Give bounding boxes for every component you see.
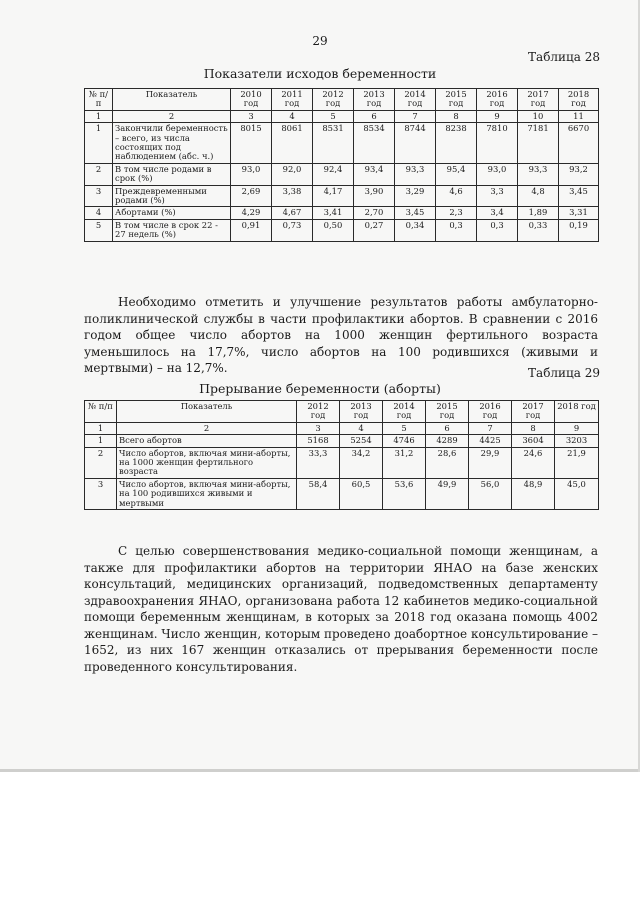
table-cell: 93,4 [354,163,395,185]
table28-column-number: 10 [518,110,559,122]
table-cell: 7810 [477,123,518,164]
table29-header-cell: 2017 год [512,401,555,423]
table28-column-number: 1 [85,110,113,122]
table-cell: 5254 [340,435,383,447]
table-cell: 4,17 [313,185,354,207]
table28-header-row [85,89,599,111]
table-cell: 3,90 [354,185,395,207]
table-cell: 92,4 [313,163,354,185]
row-number: 1 [85,435,117,447]
table-cell: 92,0 [272,163,313,185]
paragraph-medico-social-help: С целью совершенствования медико-социальной помощи женщинам, а также для профилактики абортов на территории ЯНАО на базе женских консультаций, медицинских организаций, подведомственных департаменту здравоохранения ЯНАО, организована работа 12 кабинетов медико-социальной помощи беременным женщинам, в которых за 2018 год оказана помощь 4002 женщинам. Число женщин, которым проведено доабортное консультирование – 1652, из них 167 женщин отказались от прерывания беременности после проведенного консультирования. [84,544,598,674]
table-cell: 0,91 [231,219,272,241]
table29-header-cell: Показатель [117,401,297,423]
table-cell: 56,0 [469,478,512,509]
table28-header-cell: № п/п [85,89,113,111]
row-number: 5 [85,219,113,241]
table-cell: 24,6 [512,447,555,478]
table-cell: 4746 [383,435,426,447]
row-number: 4 [85,207,113,219]
table29-column-number: 5 [383,422,426,434]
table-cell: 0,3 [436,219,477,241]
table-row [85,219,599,241]
table-cell: 4289 [426,435,469,447]
table-cell: 93,3 [395,163,436,185]
table28-column-number: 2 [113,110,231,122]
table-cell: 1,89 [518,207,559,219]
table-cell: 3,45 [395,207,436,219]
table-cell: 0,19 [559,219,599,241]
row-label: Закончили беременность – всего, из числа состоящих под наблюдением (абс. ч.) [113,123,231,164]
row-label: Преждевременными родами (%) [113,185,231,207]
table-cell: 3,3 [477,185,518,207]
table29-title: Прерывание беременности (аборты) [199,381,441,396]
row-label: Всего абортов [117,435,297,447]
table-cell: 3604 [512,435,555,447]
table28-header-cell: Показатель [113,89,231,111]
table-cell: 93,2 [559,163,599,185]
table-cell: 3,31 [559,207,599,219]
table-cell: 34,2 [340,447,383,478]
table-cell: 0,27 [354,219,395,241]
paragraph-abortion-prevention: Необходимо отметить и улучшение результатов работы амбулаторно-поликлинической службы в части профилактики абортов. В сравнении с 2016 годом общее число абортов на 1000 женщин фертильного возраста уменьшилось на 17,7%, число абортов на 100 родившихся (живыми и мертвыми) – на 12,7%. [84,295,598,375]
table-cell: 0,3 [477,219,518,241]
row-number: 1 [85,123,113,164]
table-cell: 4,29 [231,207,272,219]
table28-column-number-row [85,110,599,122]
table-cell: 8531 [313,123,354,164]
table-cell: 8238 [436,123,477,164]
table-cell: 3,45 [559,185,599,207]
table-cell: 0,73 [272,219,313,241]
table28-header-cell: 2013 год [354,89,395,111]
table29-column-number-row [85,422,599,434]
table29-header-cell: 2014 год [383,401,426,423]
table29-column-number: 3 [297,422,340,434]
table-cell: 60,5 [340,478,383,509]
table29-header-cell: 2018 год [555,401,599,423]
table-row [85,447,599,478]
table-cell: 21,9 [555,447,599,478]
table28-column-number: 4 [272,110,313,122]
table29-header-cell: 2012 год [297,401,340,423]
table-cell: 6670 [559,123,599,164]
table28-column-number: 11 [559,110,599,122]
table28-header-cell: 2011 год [272,89,313,111]
table-cell: 5168 [297,435,340,447]
table-cell: 93,0 [477,163,518,185]
table-cell: 49,9 [426,478,469,509]
table29-column-number: 8 [512,422,555,434]
table-row [85,435,599,447]
table-cell: 4,67 [272,207,313,219]
table-cell: 58,4 [297,478,340,509]
table-cell: 0,34 [395,219,436,241]
row-label: В том числе родами в срок (%) [113,163,231,185]
table-cell: 28,6 [426,447,469,478]
row-label: Абортами (%) [113,207,231,219]
table29-column-number: 7 [469,422,512,434]
table-cell: 93,0 [231,163,272,185]
table-row [85,185,599,207]
table29-column-number: 2 [117,422,297,434]
table-cell: 2,3 [436,207,477,219]
table-cell: 33,3 [297,447,340,478]
table28-header-cell: 2014 год [395,89,436,111]
table29-header-cell: № п/п [85,401,117,423]
table28-column-number: 7 [395,110,436,122]
table28-header-cell: 2012 год [313,89,354,111]
table28-column-number: 3 [231,110,272,122]
table-cell: 3,29 [395,185,436,207]
table29-header-cell: 2015 год [426,401,469,423]
table-row [85,123,599,164]
row-number: 2 [85,163,113,185]
table-cell: 3203 [555,435,599,447]
table-row [85,163,599,185]
table-cell: 8534 [354,123,395,164]
row-label: Число абортов, включая мини-аборты, на 1000 женщин фертильного возраста [117,447,297,478]
table29-header-cell: 2016 год [469,401,512,423]
table-cell: 8015 [231,123,272,164]
table28 [84,88,599,242]
table-cell: 0,50 [313,219,354,241]
table-cell: 8061 [272,123,313,164]
table29-label: Таблица 29 [528,366,600,380]
table-cell: 45,0 [555,478,599,509]
row-label: В том числе в срок 22 - 27 недель (%) [113,219,231,241]
table-cell: 93,3 [518,163,559,185]
table-row [85,207,599,219]
table28-header-cell: 2018 год [559,89,599,111]
table-cell: 8744 [395,123,436,164]
table29-column-number: 1 [85,422,117,434]
table29-header-cell: 2013 год [340,401,383,423]
table29-column-number: 4 [340,422,383,434]
table-cell: 95,4 [436,163,477,185]
table-cell: 2,69 [231,185,272,207]
row-label: Число абортов, включая мини-аборты, на 100 родившихся живыми и мертвыми [117,478,297,509]
table28-header-cell: 2016 год [477,89,518,111]
table28-title: Показатели исходов беременности [203,66,437,81]
table-cell: 7181 [518,123,559,164]
table29 [84,400,599,510]
table-row [85,478,599,509]
table-cell: 2,70 [354,207,395,219]
table-cell: 4,6 [436,185,477,207]
row-number: 3 [85,478,117,509]
table-cell: 31,2 [383,447,426,478]
table28-column-number: 8 [436,110,477,122]
table28-column-number: 5 [313,110,354,122]
table28-header-cell: 2017 год [518,89,559,111]
table28-label: Таблица 28 [528,50,600,64]
table29-header-row [85,401,599,423]
row-number: 3 [85,185,113,207]
page-number: 29 [312,34,328,48]
table-cell: 4,8 [518,185,559,207]
table-cell: 29,9 [469,447,512,478]
table-cell: 4425 [469,435,512,447]
table28-column-number: 6 [354,110,395,122]
table-cell: 3,41 [313,207,354,219]
table29-column-number: 9 [555,422,599,434]
table28-column-number: 9 [477,110,518,122]
table-cell: 53,6 [383,478,426,509]
table28-header-cell: 2010 год [231,89,272,111]
table-cell: 0,33 [518,219,559,241]
row-number: 2 [85,447,117,478]
table-cell: 48,9 [512,478,555,509]
table29-column-number: 6 [426,422,469,434]
table28-header-cell: 2015 год [436,89,477,111]
table-cell: 3,38 [272,185,313,207]
table-cell: 3,4 [477,207,518,219]
